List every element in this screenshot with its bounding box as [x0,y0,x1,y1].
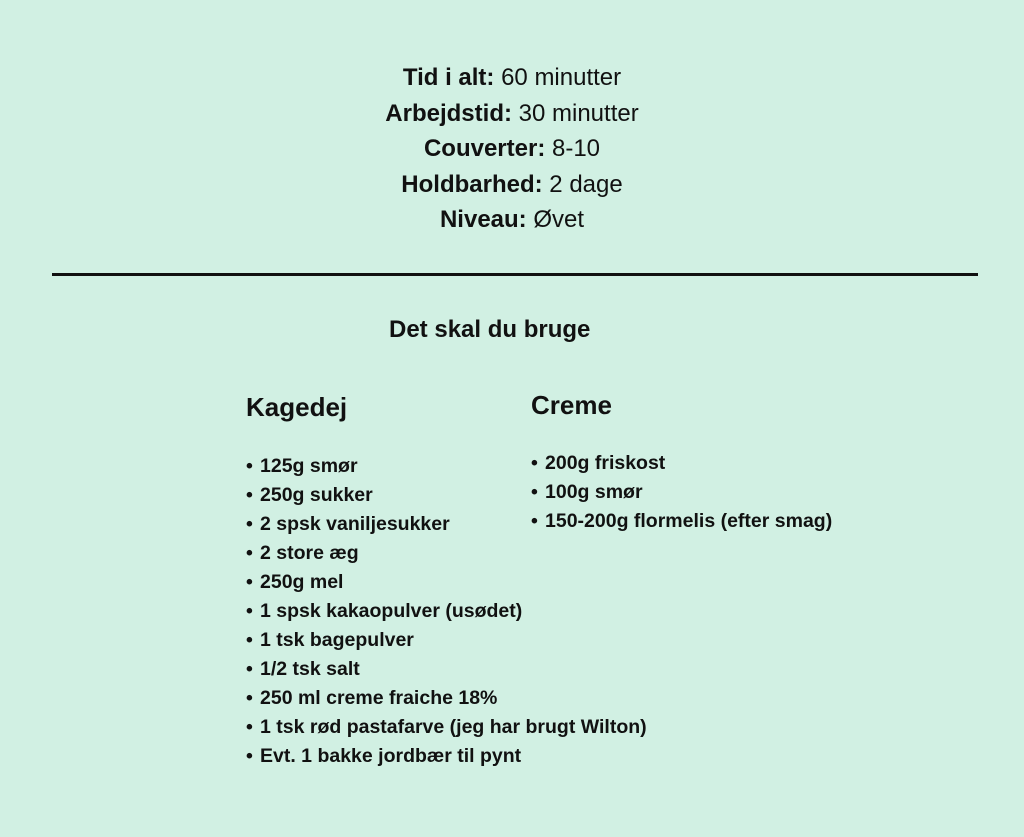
bullet: • [246,658,253,680]
ingredient-text: 250 ml creme fraiche 18% [260,687,498,709]
bullet: • [246,687,253,709]
ingredient-text: 1/2 tsk salt [260,658,360,680]
ingredient-text: 1 tsk bagepulver [260,629,414,651]
ingredients-creme [531,388,832,536]
meta-value: 60 minutter [501,64,622,91]
bullet: • [531,481,538,503]
creme-title: Creme [531,390,612,420]
list-item [246,684,647,713]
ingredient-text: 1 spsk kakaopulver (usødet) [260,600,523,622]
meta-total-time [0,60,1024,96]
recipe-meta [0,60,1024,238]
ingredient-text: 250g sukker [260,484,373,506]
ingredient-text: 250g mel [260,571,344,593]
meta-value: 2 dage [549,170,623,198]
kagedej-title: Kagedej [246,392,348,422]
list-item [246,742,647,771]
ingredient-text: 2 store æg [260,542,359,564]
meta-value: 30 minutter [518,99,639,127]
bullet: • [246,629,253,651]
bullet: • [246,571,253,593]
ingredient-text: Evt. 1 bakke jordbær til pynt [260,745,522,767]
list-item [246,626,647,655]
list-item [246,568,647,597]
meta-label: Arbejdstid: [385,99,512,127]
bullet: • [246,542,253,564]
bullet: • [246,484,253,506]
ingredient-text: 150-200g flormelis (efter smag) [545,510,833,532]
meta-work-time [0,96,1024,132]
ingredient-text: 125g smør [260,455,358,477]
meta-label: Couverter: [423,135,546,162]
meta-label: Holdbarhed: [401,170,543,198]
bullet: • [246,513,253,535]
meta-shelf-life [0,167,1024,203]
ingredient-text: 2 spsk vaniljesukker [260,513,450,535]
ingredient-text: 200g friskost [545,452,666,474]
meta-level [0,202,1024,238]
ingredient-text: 100g smør [545,481,643,503]
meta-servings [0,131,1024,167]
meta-label: Niveau: [439,206,527,233]
bullet: • [246,455,253,477]
bullet: • [246,600,253,622]
section-title: Det skal du bruge [389,316,591,343]
list-item [246,655,647,684]
meta-value: 8-10 [551,135,601,162]
bullet: • [531,510,538,532]
list-item [531,478,832,507]
list-item [531,507,832,536]
ingredient-text: 1 tsk rød pastafarve (jeg har brugt Wilton) [260,716,647,738]
bullet: • [246,745,253,767]
creme-list [531,449,832,536]
bullet: • [531,452,538,474]
list-item [246,539,647,568]
meta-label: Tid i alt: [402,64,495,91]
list-item [246,597,647,626]
bullet: • [246,716,253,738]
list-item [531,449,832,478]
list-item [246,713,647,742]
meta-value: Øvet [533,206,585,233]
divider [52,273,978,276]
